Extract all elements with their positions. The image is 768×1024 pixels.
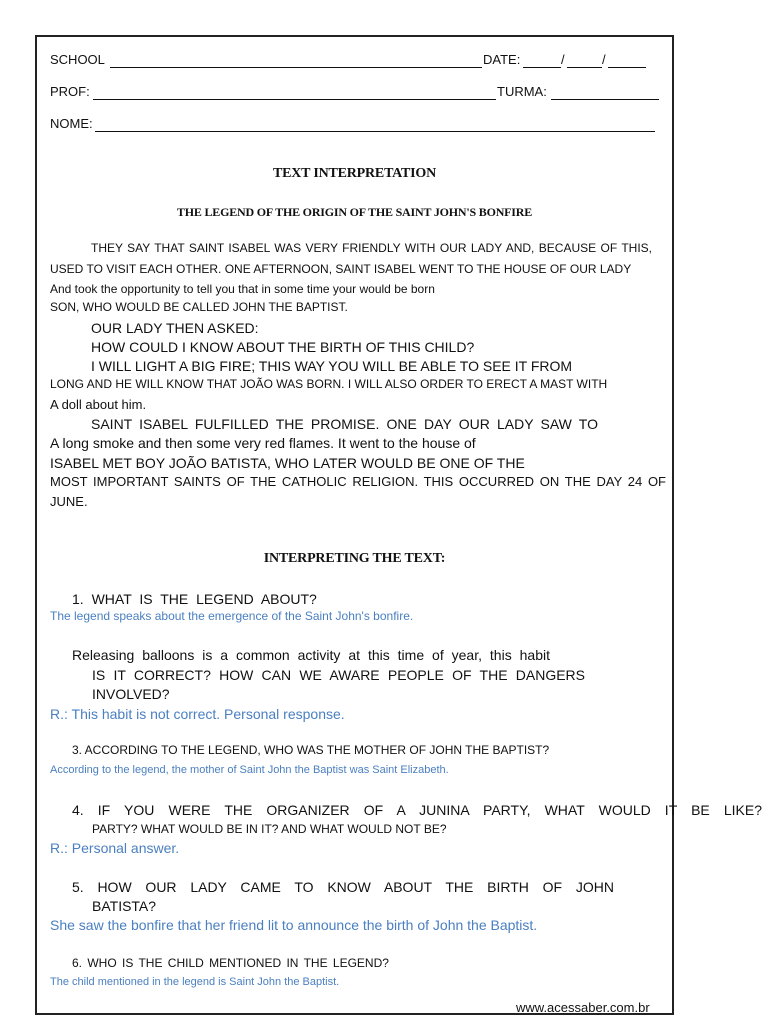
question-1: 1. WHAT IS THE LEGEND ABOUT?: [72, 591, 317, 607]
date-year-field[interactable]: [608, 67, 646, 68]
prof-label: PROF:: [50, 84, 90, 99]
date-separator: /: [602, 52, 606, 67]
date-day-field[interactable]: [523, 67, 561, 68]
story-line: USED TO VISIT EACH OTHER. ONE AFTERNOON, SAINT ISABEL WENT TO THE HOUSE OF OUR LADY: [50, 262, 632, 276]
answer-6: The child mentioned in the legend is Saint John the Baptist.: [50, 976, 340, 988]
section-title: INTERPRETING THE TEXT:: [263, 551, 446, 566]
story-line: HOW COULD I KNOW ABOUT THE BIRTH OF THIS CHILD?: [91, 339, 475, 355]
school-field[interactable]: [110, 67, 482, 68]
answer-5: She saw the bonfire that her friend lit to announce the birth of John the Baptist.: [50, 917, 538, 933]
question-5: BATISTA?: [92, 898, 157, 914]
turma-label: TURMA:: [497, 84, 547, 99]
question-3: 3. ACCORDING TO THE LEGEND, WHO WAS THE MOTHER OF JOHN THE BAPTIST?: [72, 743, 550, 757]
story-line: A doll about him.: [50, 397, 147, 412]
nome-field[interactable]: [95, 131, 655, 132]
answer-1: The legend speaks about the emergence of the Saint John's bonfire.: [50, 609, 414, 623]
prof-field[interactable]: [93, 99, 496, 100]
question-2: Releasing balloons is a common activity at this time of year, this habit: [72, 647, 550, 663]
answer-2: R.: This habit is not correct. Personal response.: [50, 706, 345, 722]
answer-3: According to the legend, the mother of Saint John the Baptist was Saint Elizabeth.: [50, 764, 449, 776]
question-5: 5. HOW OUR LADY CAME TO KNOW ABOUT THE BIRTH OF JOHN: [72, 879, 614, 895]
date-separator: /: [561, 52, 565, 67]
story-line: ISABEL MET BOY JOÃO BATISTA, WHO LATER WOULD BE ONE OF THE: [50, 455, 525, 471]
story-line: SON, WHO WOULD BE CALLED JOHN THE BAPTIST.: [50, 300, 348, 314]
question-2: IS IT CORRECT? HOW CAN WE AWARE PEOPLE OF THE DANGERS: [92, 667, 585, 683]
footer-url[interactable]: www.acessaber.com.br: [516, 1000, 650, 1015]
story-line: A long smoke and then some very red flames. It went to the house of: [50, 435, 476, 451]
story-line: OUR LADY THEN ASKED:: [91, 320, 259, 336]
story-line: And took the opportunity to tell you that in some time your would be born: [50, 282, 435, 296]
story-line: I WILL LIGHT A BIG FIRE; THIS WAY YOU WILL BE ABLE TO SEE IT FROM: [91, 358, 573, 374]
date-label: DATE:: [483, 52, 521, 67]
page-title: TEXT INTERPRETATION: [272, 166, 437, 181]
question-4: PARTY? WHAT WOULD BE IN IT? AND WHAT WOULD NOT BE?: [92, 822, 447, 836]
worksheet-frame: [35, 35, 674, 1015]
question-4: 4. IF YOU WERE THE ORGANIZER OF A JUNINA PARTY, WHAT WOULD IT BE LIKE?: [72, 802, 762, 818]
story-line: LONG AND HE WILL KNOW THAT JOÃO WAS BORN. I WILL ALSO ORDER TO ERECT A MAST WITH: [50, 377, 608, 391]
date-month-field[interactable]: [567, 67, 602, 68]
nome-label: NOME:: [50, 116, 93, 131]
story-line: THEY SAY THAT SAINT ISABEL WAS VERY FRIENDLY WITH OUR LADY AND, BECAUSE OF THIS,: [91, 241, 652, 255]
turma-field[interactable]: [551, 99, 659, 100]
story-line: SAINT ISABEL FULFILLED THE PROMISE. ONE DAY OUR LADY SAW TO: [91, 416, 598, 432]
answer-4: R.: Personal answer.: [50, 840, 180, 856]
question-2: INVOLVED?: [92, 686, 170, 702]
question-6: 6. WHO IS THE CHILD MENTIONED IN THE LEGEND?: [72, 956, 389, 970]
story-title: THE LEGEND OF THE ORIGIN OF THE SAINT JOHN'S BONFIRE: [176, 205, 533, 219]
school-label: SCHOOL: [50, 52, 105, 67]
story-line: MOST IMPORTANT SAINTS OF THE CATHOLIC RELIGION. THIS OCCURRED ON THE DAY 24 OF: [50, 474, 666, 489]
story-line: JUNE.: [50, 494, 88, 509]
